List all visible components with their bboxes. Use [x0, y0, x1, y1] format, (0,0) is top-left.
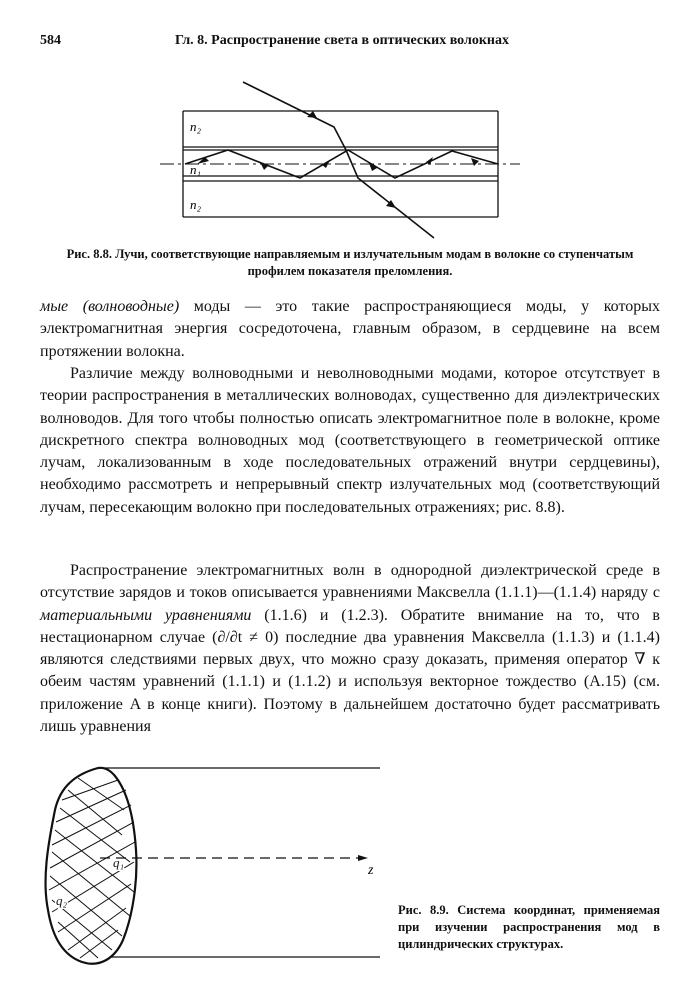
- figure-8-9-caption: [398, 902, 660, 953]
- figure-8-9: [46, 768, 380, 964]
- label-q1: q₁: [113, 855, 125, 870]
- paragraph-1: [40, 296, 660, 363]
- paragraph-2: [40, 363, 660, 519]
- label-z: z: [368, 863, 374, 878]
- label-q2: q₂: [56, 893, 68, 908]
- radiation-ray: [243, 82, 434, 238]
- label-n2-top: n₂: [190, 119, 202, 134]
- page-number: 584: [40, 33, 61, 48]
- paragraph-text: Различие между волноводными и неволноводными модами, которое отсутствует в теории распространения в металлических волноводах, существенно для диэлектрических волноводов. Для того чтобы полностью описать электромагнитное поле в волокне, кроме дискретного спектра волноводных мод (соответствующего в геометрической оптике лучам, локализованным в ходе последовательных отражений внутри сердцевины), необходимо рассмотреть и непрерывный спектр излучательных мод (соответствующий лучам, пересекающим волокно при последовательных отражениях; рис. 8.8).: [40, 365, 660, 516]
- caption-label: Рис. 8.9.: [398, 903, 449, 917]
- italic-term: мые (волноводные): [40, 298, 180, 315]
- caption-label: Рис. 8.8.: [66, 247, 112, 261]
- figure-8-8-caption: [40, 246, 660, 280]
- caption-text: Система координат, применяемая при изучении распространения мод в цилиндрических структурах.: [398, 903, 661, 951]
- paragraph-text: моды — это такие распространяющиеся моды, у которых электромагнитная энергия сосредоточена, главным образом, в сердцевине на всем протяжении волокна.: [40, 298, 661, 360]
- italic-term: материальными уравнениями: [40, 606, 252, 624]
- label-n2-bottom: n₂: [190, 197, 202, 212]
- running-header: Гл. 8. Распространение света в оптических волокнах: [175, 33, 509, 48]
- paragraph-3: [40, 560, 660, 738]
- paragraph-text-b: (1.1.6) и (1.2.3). Обратите внимание на то, что в нестационарном случае (∂/∂t ≠ 0) последние два уравнения Максвелла (1.1.3) и (1.1.4) являются следствиями первых двух, что можно сразу доказать, применяя оператор ∇ к обеим частям уравнений (1.1.1) и (1.1.2) и используя векторное тождество (A.15) (см. приложение A в конце книги). Поэтому в дальнейшем достаточно будет рассматривать лишь уравнения: [40, 606, 660, 736]
- paragraph-text-a: Распространение электромагнитных волн в однородной диэлектрической среде в отсутствие зарядов и токов описывается уравнениями Максвелла (1.1.1)—(1.1.4) наряду с: [40, 562, 660, 602]
- arrow-guided-6: [471, 158, 479, 166]
- caption-text: Лучи, соответствующие направляемым и излучательным модам в волокне со ступенчатым профилем показателя преломления.: [115, 247, 634, 278]
- label-n1: n₁: [190, 162, 202, 177]
- z-arrow: [358, 855, 368, 861]
